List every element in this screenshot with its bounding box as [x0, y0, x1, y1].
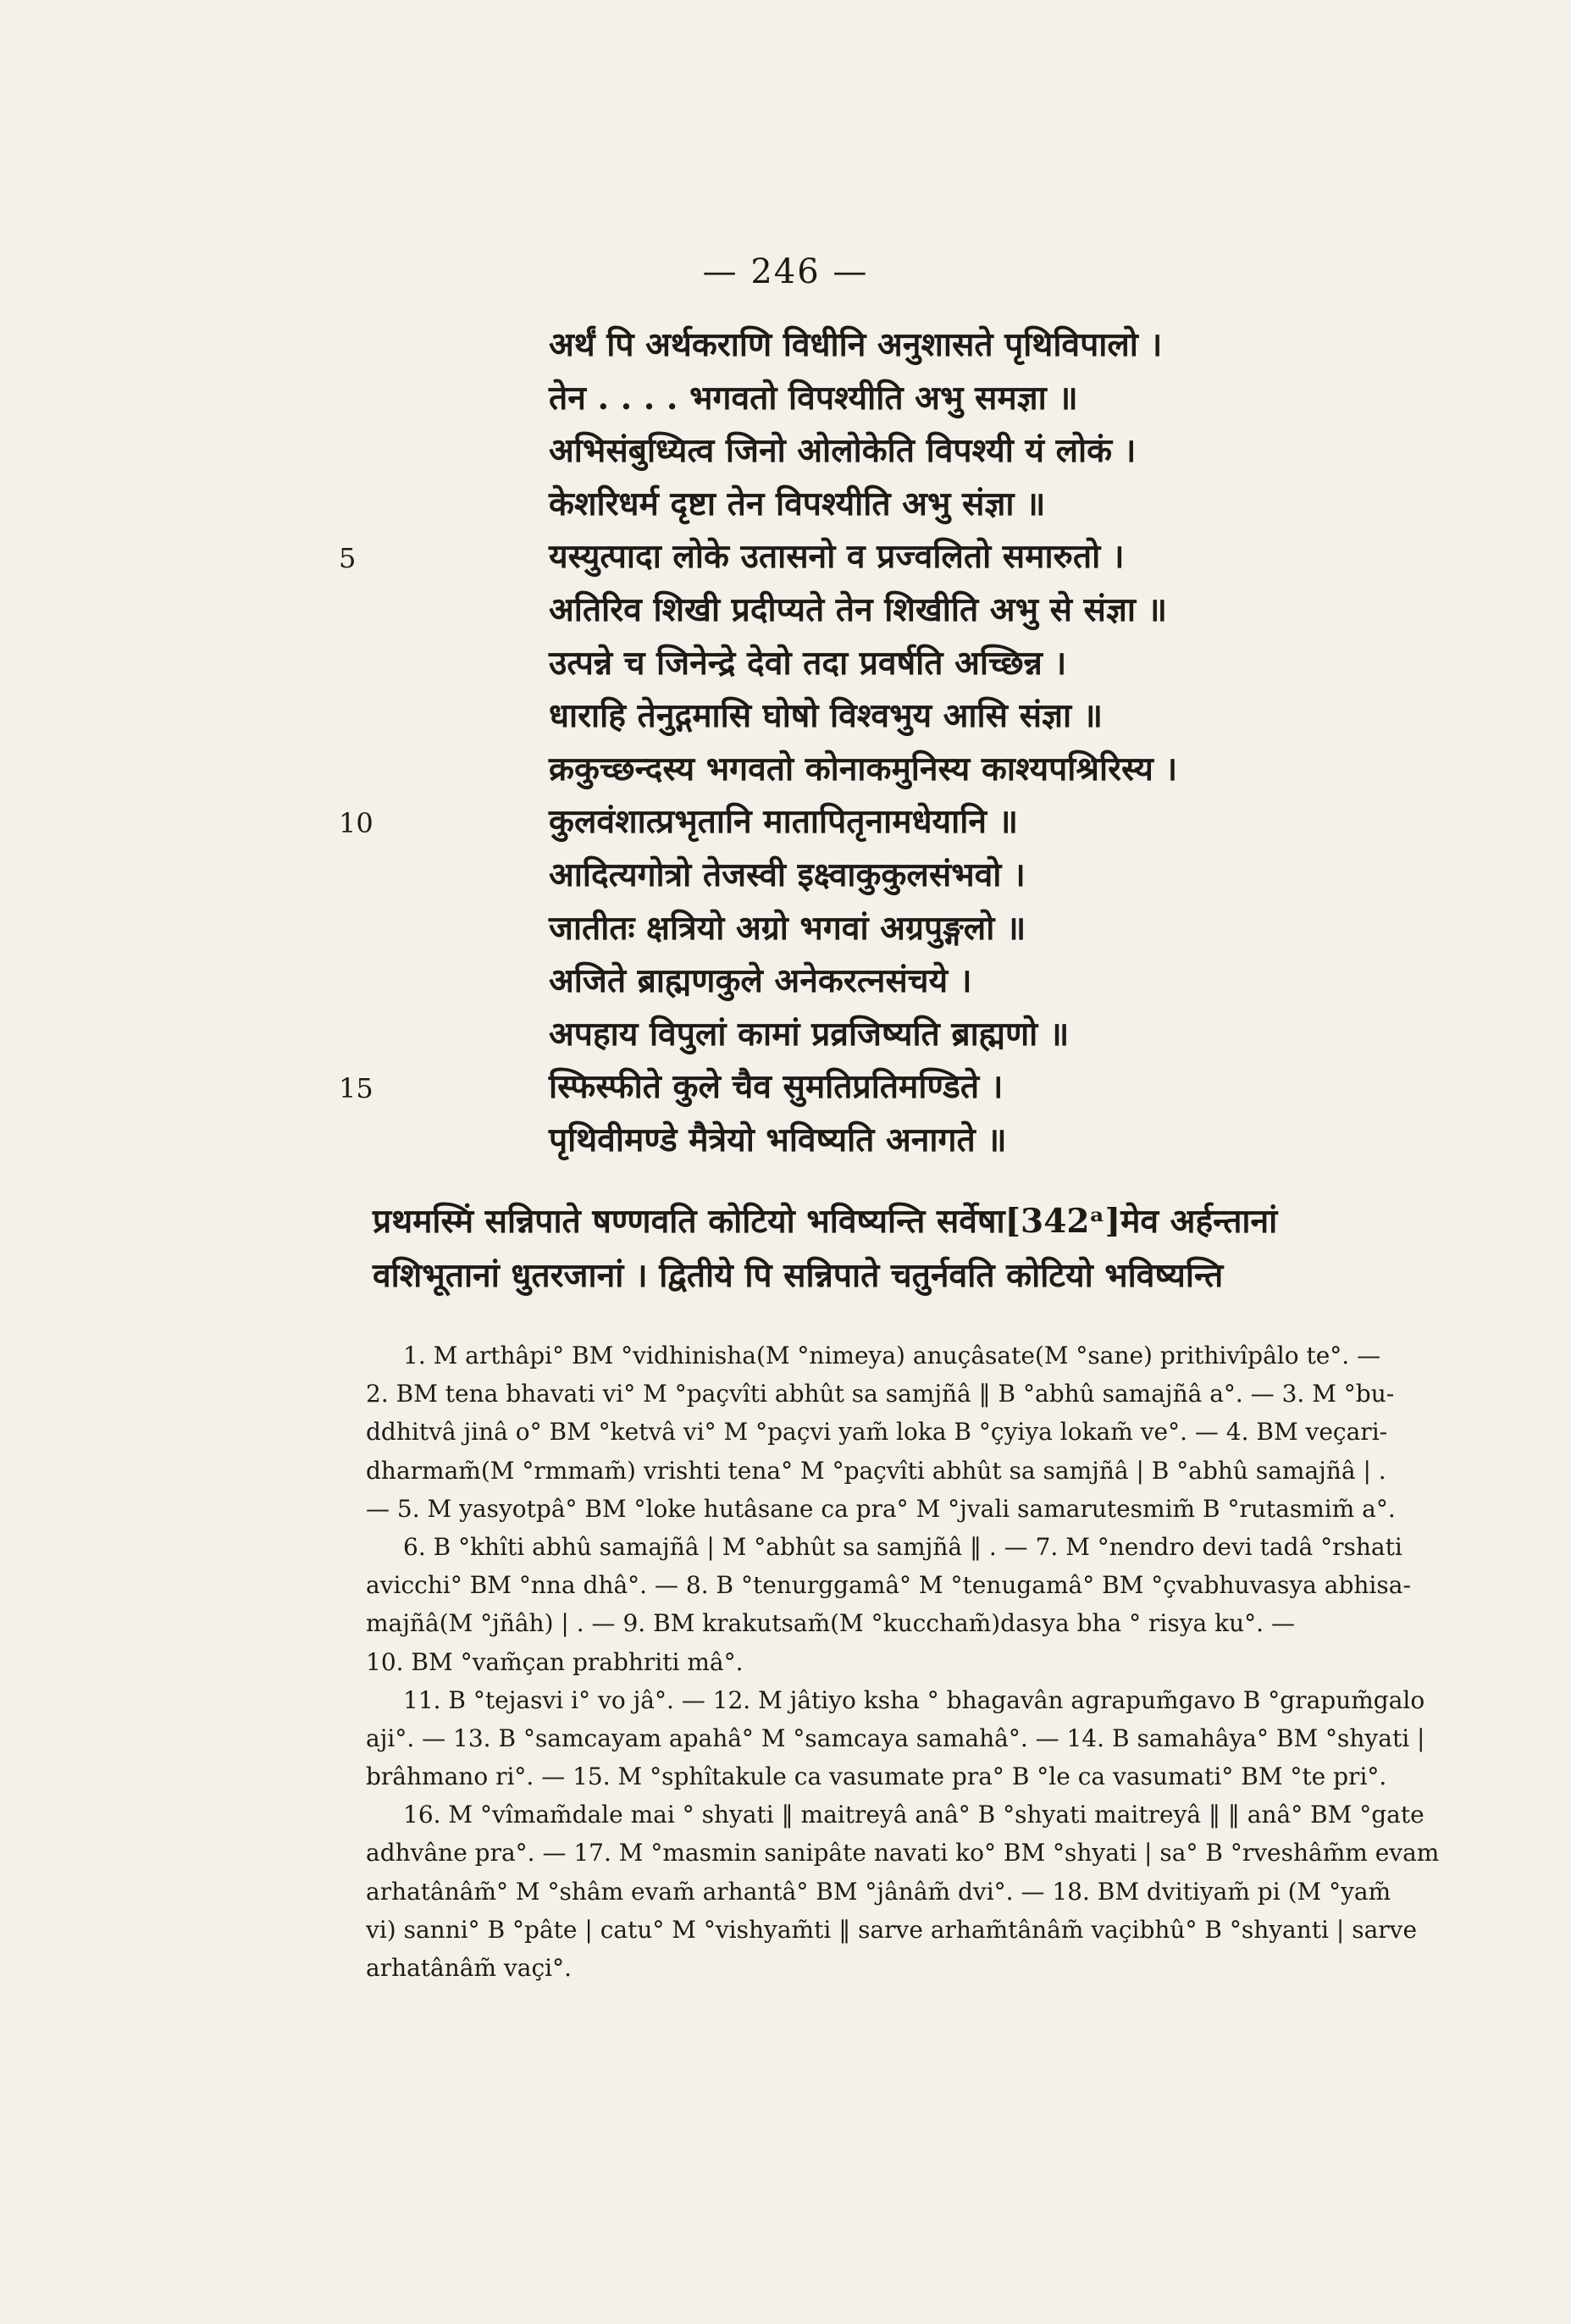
verse-line: कुलवंशात्प्रभृतानि मातापितृनामधेयानि ॥	[549, 802, 1018, 842]
footnote-line: brâhmano ri°. — 15. M °sphîtakule ca vasumate pra° B °le ca vasumati° BM °te pri°.	[366, 1762, 1387, 1791]
footnote-line: 10. BM °vam̃çan prabhriti mâ°.	[366, 1647, 744, 1676]
footnote-line: arhatânâm̃° M °shâm evam̃ arhantâ° BM °jânâm̃ dvi°. — 18. BM dvitiyam̃ pi (M °yam̃	[366, 1877, 1391, 1906]
verse-line: क्रकुच्छन्दस्य भगवतो कोनाकमुनिस्य काश्यपश्रिरिस्य ।	[549, 749, 1178, 788]
footnotes	[366, 1336, 1480, 1987]
footnote-line: avicchi° BM °nna dhâ°. — 8. B °tenurggamâ° M °tenugamâ° BM °çvabhuvasya abhisa-	[366, 1571, 1411, 1600]
footnote-line: adhvâne pra°. — 17. M °masmin sanipâte navati ko° BM °shyati | sa° B °rveshâm̃m evam	[366, 1839, 1440, 1868]
verse-line: अतिरिव शिखी प्रदीप्यते तेन शिखीति अभु से संज्ञा ॥	[549, 589, 1167, 629]
footnote-line: ddhitvâ jinâ o° BM °ketvâ vi° M °paçvi yam̃ loka B °çyiya lokam̃ ve°. — 4. BM veçari-	[366, 1418, 1388, 1447]
line-number: 5	[339, 542, 357, 575]
footnote-line: vi) sanni° B °pâte | catu° M °vishyam̃ti ‖ sarve arham̃tânâm̃ vaçibhû° B °shyanti | sarve	[366, 1915, 1418, 1944]
footnote-line: 16. M °vîmam̃dale mai ° shyati ‖ maitreyâ anâ° B °shyati maitreyâ ‖ ‖ anâ° BM °gate	[403, 1801, 1424, 1829]
footnote-line: 1. M arthâpi° BM °vidhinisha(M °nimeya) anuçâsate(M °sane) prithivîpâlo te°. —	[403, 1342, 1381, 1370]
verse-line: अर्थं पि अर्थकराणि विधीनि अनुशासते पृथिविपालो ।	[549, 325, 1163, 364]
footnote-line: majñâ(M °jñâh) | . — 9. BM krakutsam̃(M °kuccham̃)dasya bha ° risya ku°. —	[366, 1609, 1295, 1638]
footnote-line: 11. B °tejasvi i° vo jâ°. — 12. M jâtiyo ksha ° bhagavân agrapum̃gavo B °grapum̃galo	[403, 1685, 1425, 1714]
page-number: — 246 —	[702, 252, 869, 291]
footnote-line: 2. BM tena bhavati vi° M °paçvîti abhût sa samjñâ ‖ B °abhû samajñâ a°. — 3. M °bu-	[366, 1380, 1395, 1408]
verse-block	[549, 318, 1396, 1167]
footnote-line: dharmam̃(M °rmmam̃) vrishti tena° M °paçvîti abhût sa samjñâ | B °abhû samajñâ | .	[366, 1456, 1386, 1485]
prose-line: वशिभूतानां धुतरजानां । द्वितीये पि सन्निपाते चतुर्नवति कोटियो भविष्यन्ति	[373, 1256, 1224, 1295]
verse-line: अभिसंबुध्यित्व जिनो ओलोकेति विपश्यी यं लोकं ।	[549, 431, 1137, 471]
footnote-line: — 5. M yasyotpâ° BM °loke hutâsane ca pra° M °jvali samarutesmim̃ B °rutasmim̃ a°.	[366, 1494, 1396, 1523]
verse-line: अजिते ब्राह्मणकुले अनेकरत्नसंचये ।	[549, 961, 972, 1001]
verse-line: जातीतः क्षत्रियो अग्रो भगवां अग्रपुङ्गलो ॥	[549, 908, 1026, 948]
verse-line: धाराहि तेनुद्गमासि घोषो विश्वभुय आसि संज्ञा ॥	[549, 696, 1103, 736]
footnote-line: aji°. — 13. B °samcayam apahâ° M °samcaya samahâ°. — 14. B samahâya° BM °shyati |	[366, 1724, 1425, 1752]
verse-line: आदित्यगोत्रो तेजस्वी इक्ष्वाकुकुलसंभवो ।	[549, 855, 1026, 894]
verse-line: स्फिस्फीते कुले चैव सुमतिप्रतिमण्डिते ।	[549, 1067, 1004, 1107]
verse-line: उत्पन्ने च जिनेन्द्रे देवो तदा प्रवर्षति अच्छिन्न ।	[549, 643, 1067, 683]
line-number: 10	[339, 807, 373, 840]
line-number: 15	[339, 1072, 373, 1105]
verse-line: यस्युत्पादा लोके उतासनो व प्रज्वलितो समारुतो ।	[549, 537, 1125, 577]
verse-line: अपहाय विपुलां कामां प्रव्रजिष्यति ब्राह्मणो ॥	[549, 1014, 1070, 1054]
verse-line: पृथिवीमण्डे मैत्रेयो भविष्यति अनागते ॥	[549, 1120, 1007, 1159]
footnote-line: arhatânâm̃ vaçi°.	[366, 1954, 572, 1982]
verse-line: तेन . . . . भगवतो विपश्यीति अभु समज्ञा ॥	[549, 378, 1078, 418]
footnote-line: 6. B °khîti abhû samajñâ | M °abhût sa samjñâ ‖ . — 7. M °nendro devi tadâ °rshati	[403, 1532, 1402, 1561]
verse-line: केशरिधर्म दृष्टा तेन विपश्यीति अभु संज्ञा ॥	[549, 484, 1046, 523]
prose-paragraph	[373, 1194, 1474, 1303]
prose-line: प्रथमस्मिं सन्निपाते षण्णवति कोटियो भविष्यन्ति सर्वेषा[342ᵃ]मेव अर्हन्तानां	[373, 1202, 1278, 1241]
